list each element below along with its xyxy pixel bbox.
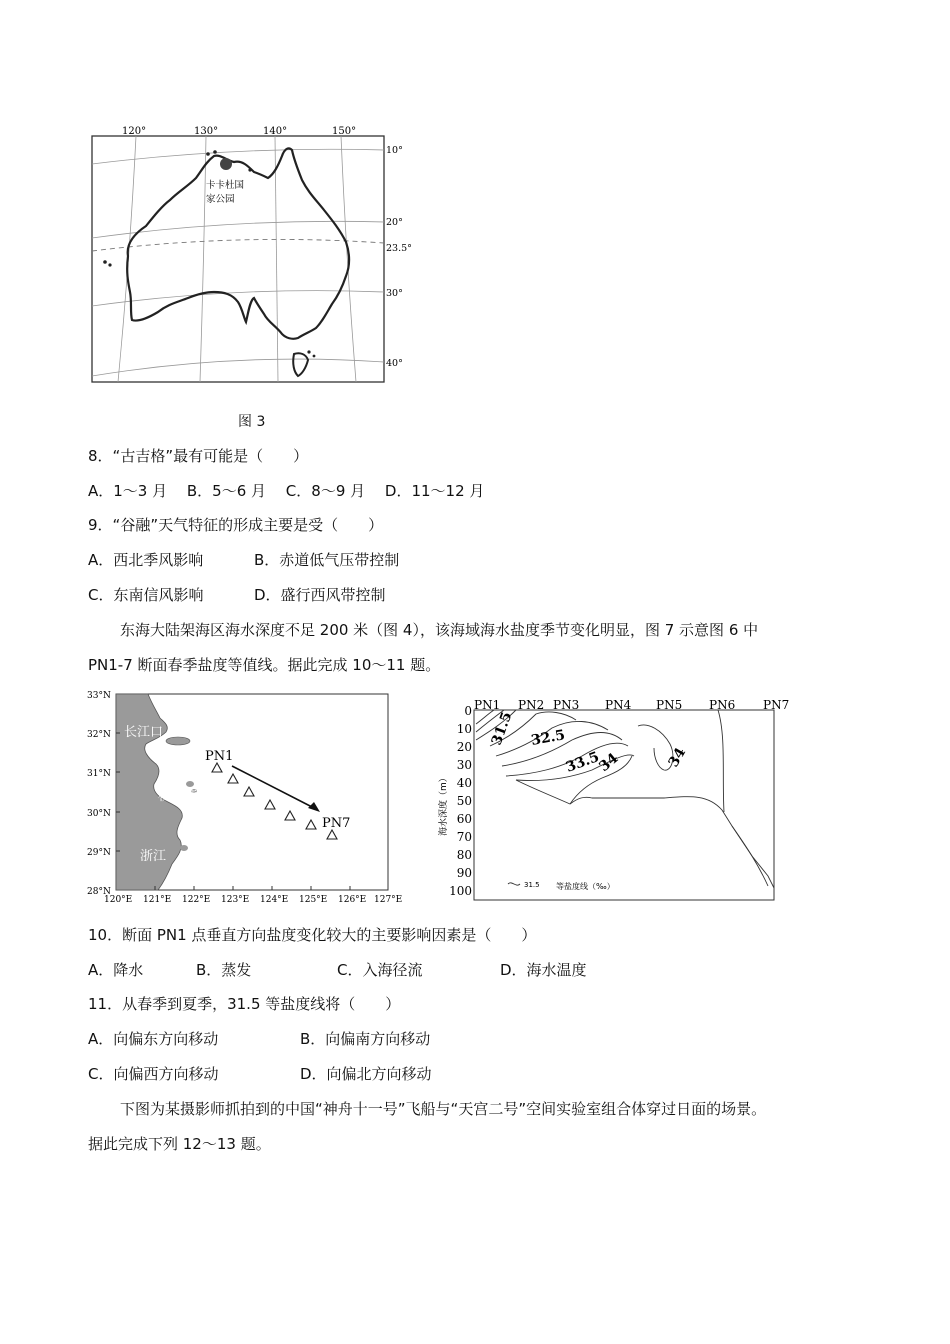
australia-map <box>88 126 412 388</box>
question-10-option-a: A．降水 <box>88 961 144 979</box>
station-label: PN2 <box>518 698 545 712</box>
depth-label: 10 <box>456 722 472 736</box>
contour-label: 33.5 <box>563 749 602 776</box>
depth-label: 30 <box>456 758 472 772</box>
question-11-stem: 11．从春季到夏季，31.5 等盐度线将（ ） <box>88 995 401 1013</box>
place-label: 长江口 <box>124 725 164 740</box>
depth-label: 80 <box>456 848 472 862</box>
lat-label: 32°N <box>87 730 111 740</box>
lon-label: 140° <box>263 126 288 137</box>
pn7-label: PN7 <box>322 816 351 831</box>
station-label: PN3 <box>553 698 580 712</box>
lon-label: 120°E <box>104 895 133 905</box>
park-marker-icon <box>220 158 232 170</box>
intro-12-13-line1: 下图为某摄影师抓拍到的中国“神舟十一号”飞船与“天宫二号”空间实验室组合体穿过日面的场景。 <box>120 1100 767 1118</box>
station-label: PN1 <box>474 698 501 712</box>
legend-text: 等盐度线（‰） <box>556 882 615 891</box>
question-10-option-b: B．蒸发 <box>196 961 252 979</box>
question-9-stem: 9．“谷融”天气特征的形成主要是受（ ） <box>88 516 384 534</box>
lon-label: 124°E <box>260 895 289 905</box>
question-9-option-d: D．盛行西风带控制 <box>254 586 386 604</box>
salinity-section-chart <box>432 696 790 908</box>
depth-label: 50 <box>456 794 472 808</box>
legend-value: 31.5 <box>524 881 540 889</box>
intro-12-13-line2: 据此完成下列 12～13 题。 <box>88 1135 271 1153</box>
legend-line-icon <box>508 883 520 885</box>
question-11-option-c: C．向偏西方向移动 <box>88 1065 219 1083</box>
lat-label: 28°N <box>87 887 111 897</box>
question-8-stem: 8．“古吉格”最有可能是（ ） <box>88 447 309 465</box>
depth-label: 70 <box>456 830 472 844</box>
lat-label: 31°N <box>87 769 111 779</box>
depth-label: 40 <box>456 776 472 790</box>
lon-label: 120° <box>122 126 147 137</box>
question-8-options: A．1～3 月 B．5～6 月 C．8～9 月 D．11～12 月 <box>88 482 485 500</box>
figure-3-caption: 图 3 <box>238 414 266 430</box>
lon-label: 126°E <box>338 895 367 905</box>
question-9-option-c: C．东南信风影响 <box>88 586 204 604</box>
depth-label: 0 <box>464 704 472 718</box>
pn1-label: PN1 <box>205 749 234 764</box>
station-label: PN5 <box>656 698 683 712</box>
depth-label: 20 <box>456 740 472 754</box>
lon-label: 121°E <box>143 895 172 905</box>
lon-label: 122°E <box>182 895 211 905</box>
contour-label: 32.5 <box>529 727 567 749</box>
contour-label: 34 <box>665 745 690 770</box>
station-label: PN4 <box>605 698 632 712</box>
depth-label: 90 <box>456 866 472 880</box>
place-label: 浙江 <box>140 849 167 864</box>
question-10-stem: 10．断面 PN1 点垂直方向盐度变化较大的主要影响因素是（ ） <box>88 926 537 944</box>
contour-label: 31.5 <box>488 709 516 748</box>
depth-label: 60 <box>456 812 472 826</box>
lon-label: 130° <box>194 126 219 137</box>
park-label: 卡卡杜国 <box>206 180 245 191</box>
depth-label: 100 <box>449 884 472 898</box>
park-label: 家公园 <box>206 194 235 205</box>
intro-10-11-line1: 东海大陆架海区海水深度不足 200 米（图 4），该海域海水盐度季节变化明显，图 7 示意图 6 中 <box>120 621 759 639</box>
lat-label: 29°N <box>87 848 111 858</box>
station-label: PN7 <box>763 698 790 712</box>
lat-label: 40° <box>386 358 403 369</box>
lon-label: 123°E <box>221 895 250 905</box>
lat-label: 20° <box>386 217 403 228</box>
y-axis-label: 海水深度（m） <box>439 773 449 836</box>
station-label: PN6 <box>709 698 736 712</box>
question-9-option-b: B．赤道低气压带控制 <box>254 551 400 569</box>
lat-label: 30° <box>386 288 403 299</box>
contour-label: 34 <box>596 750 622 776</box>
question-11-option-d: D．向偏北方向移动 <box>300 1065 432 1083</box>
question-10-option-d: D．海水温度 <box>500 961 587 979</box>
lat-label: 33°N <box>87 691 111 701</box>
question-11-option-b: B．向偏南方向移动 <box>300 1030 431 1048</box>
lat-label: 23.5° <box>386 243 412 254</box>
east-china-sea-map <box>86 688 408 906</box>
question-9-option-a: A．西北季风影响 <box>88 551 204 569</box>
question-11-option-a: A．向偏东方向移动 <box>88 1030 219 1048</box>
lon-label: 125°E <box>299 895 328 905</box>
lon-label: 127°E <box>374 895 403 905</box>
lon-label: 150° <box>332 126 357 137</box>
lat-label: 30°N <box>87 809 111 819</box>
lat-label: 10° <box>386 145 403 156</box>
place-label: 杭州湾 <box>158 789 198 804</box>
intro-10-11-line2: PN1-7 断面春季盐度等值线。据此完成 10～11 题。 <box>88 656 441 674</box>
question-10-option-c: C．入海径流 <box>337 961 423 979</box>
